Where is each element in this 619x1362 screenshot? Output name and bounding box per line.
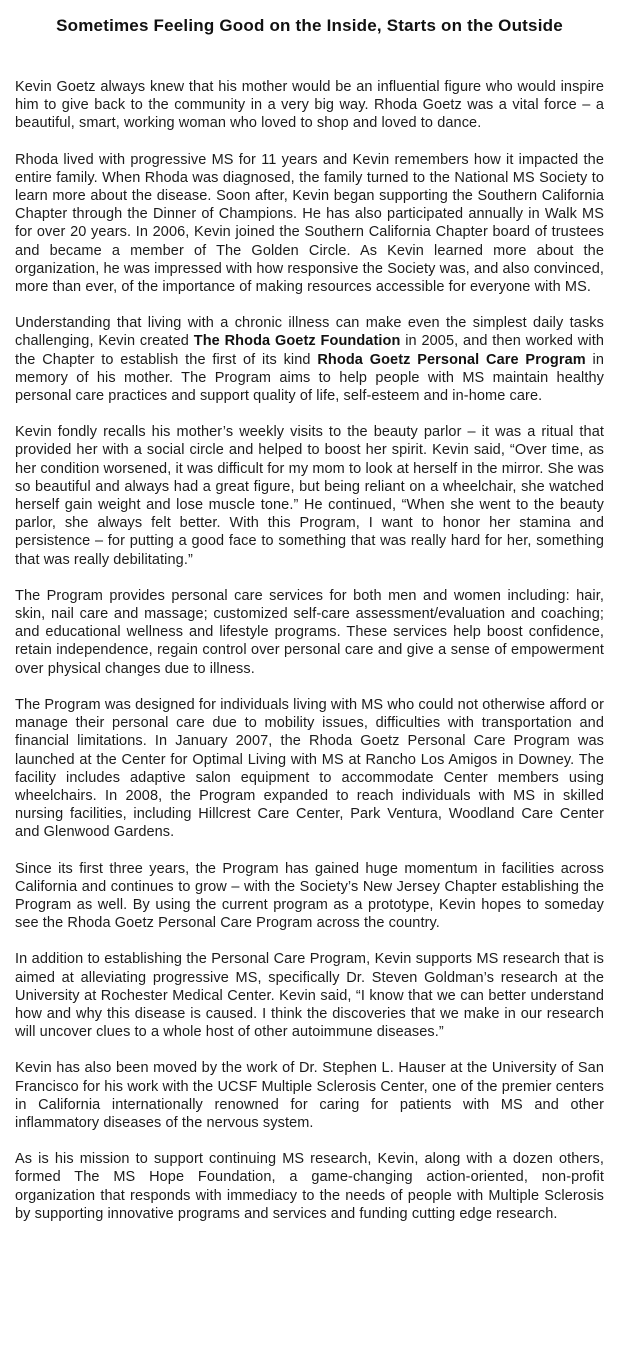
program-name-bold: Rhoda Goetz Personal Care Program (317, 351, 586, 368)
paragraph-program-growth: Since its first three years, the Program has gained huge momentum in facilities across California and continues to grow – with the Society’s New Jersey Chapter establishing the Program as well. By using the current program as a prototype, Kevin hopes to someday see the Rhoda Goetz Personal Care Program across the country. (15, 860, 604, 932)
paragraph-ms-hope-foundation: As is his mission to support continuing MS research, Kevin, along with a dozen others, formed The MS Hope Foundation, a game-changing action-oriented, non-profit organization that responds with immediacy to the needs of people with Multiple Sclerosis by supporting innovative programs and services and funding cutting edge research. (15, 1151, 604, 1222)
paragraph-research-goldman: In addition to establishing the Personal Care Program, Kevin supports MS research that is aimed at alleviating progressive MS, specifically Dr. Steven Goldman’s research at the University at Rochester Medical Center. Kevin said, “I know that we can better understand how and why this disease is caused. I think the discoveries that we make in our research will uncover clues to a whole host of other autoimmune diseases.” (15, 951, 604, 1041)
paragraph-program-services: The Program provides personal care services for both men and women including: hair, skin, nail care and massage; customized self-care assessment/evaluation and coaching; and educational wellness and lifestyle programs. These services help boost confidence, retain independence, regain control over personal care and give a sense of empowerment over physical changes due to illness. (15, 587, 604, 677)
paragraph-beauty-parlor-quote: Kevin fondly recalls his mother’s weekly visits to the beauty parlor – it was a ritual that provided her with a social circle and helped to boost her spirit. Kevin said, “Over time, as her condition worsened, it was difficult for my mom to look at herself in the mirror. She was so beautiful and always had a great figure, but being reliant on a wheelchair, she watched herself gain weight and lose muscle tone.” He continued, “When she went to the beauty parlor, she always felt better. With this Program, I want to honor her stamina and persistence – for putting a good face to something that was really hard for her, something that was really debilitating.” (15, 424, 604, 568)
paragraph-foundation (15, 314, 604, 405)
foundation-name-bold: The Rhoda Goetz Foundation (193, 333, 401, 350)
paragraph-intro: Kevin Goetz always knew that his mother would be an influential figure who would inspire him to give back to the community in a very big way. Rhoda Goetz was a vital force – a beautiful, smart, working woman who loved to shop and loved to dance. (15, 79, 604, 132)
paragraph-research-hauser: Kevin has also been moved by the work of Dr. Stephen L. Hauser at the University of San Francisco for his work with the UCSF Multiple Sclerosis Center, one of the premier centers in California internationally renowned for caring for patients with MS and other inflammatory diseases of the nervous system. (15, 1060, 604, 1131)
paragraph-program-design-launch: The Program was designed for individuals living with MS who could not otherwise afford or manage their personal care due to mobility issues, difficulties with transportation and financial limitations. In January 2007, the Rhoda Goetz Personal Care Program was launched at the Center for Optimal Living with MS at Rancho Los Amigos in Downey. The facility includes adaptive salon equipment to accommodate Center members using wheelchairs. In 2008, the Program expanded to reach individuals with MS in skilled nursing facilities, including Hillcrest Care Center, Park Ventura, Woodland Care Center and Glenwood Gardens. (15, 696, 604, 841)
paragraph-rhoda-ms-history: Rhoda lived with progressive MS for 11 years and Kevin remembers how it impacted the entire family. When Rhoda was diagnosed, the family turned to the National MS Society to learn more about the disease. Soon after, Kevin began supporting the Southern California Chapter through the Dinner of Champions. He has also participated annually in Walk MS for over 20 years. In 2006, Kevin joined the Southern California Chapter board of trustees and became a member of The Golden Circle. As Kevin learned more about the organization, he was impressed with how responsive the Society was, and also convinced, more than ever, of the importance of making resources accessible for everyone with MS. (15, 151, 605, 296)
paragraph-foundation-text-mid: in 2005, and then worked with the Chapter to establish the first of its kind (15, 333, 604, 368)
article-body (15, 78, 604, 1223)
page-title: Sometimes Feeling Good on the Inside, Starts on the Outside (56, 16, 563, 35)
paragraph-foundation-text-pre: Understanding that living with a chronic illness can make even the simplest daily tasks challenging, Kevin created (15, 315, 604, 350)
paragraph-foundation-text-post: in memory of his mother. The Program aims to help people with MS maintain healthy personal care practices and support quality of life, self-esteem and in-home care. (15, 351, 605, 405)
